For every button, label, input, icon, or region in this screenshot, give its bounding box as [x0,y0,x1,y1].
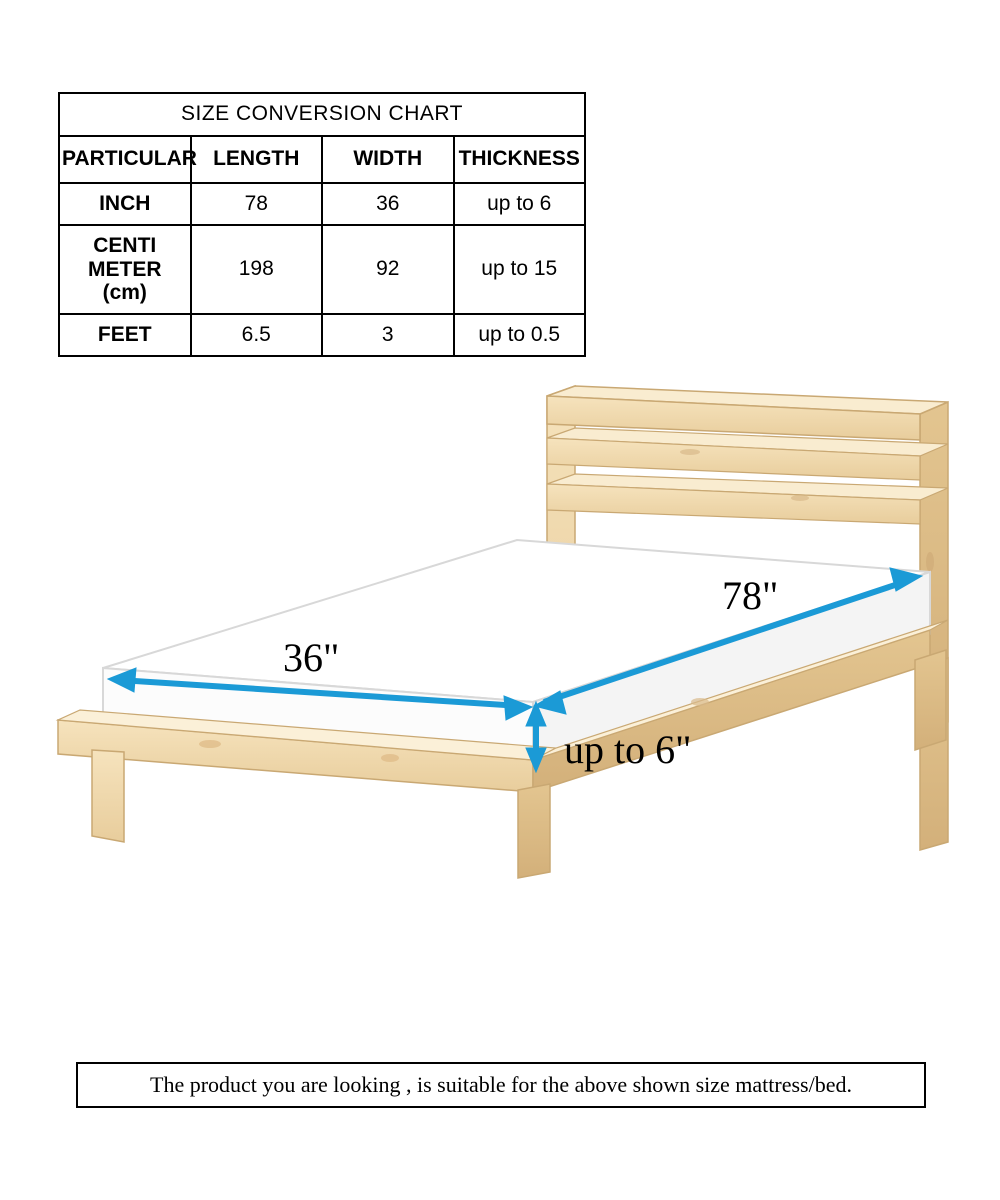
cell-inch-thickness: up to 6 [454,183,586,225]
cell-inch-length: 78 [191,183,323,225]
table-row [59,183,585,225]
table-title: SIZE CONVERSION CHART [59,93,585,136]
row-label-feet: FEET [59,314,191,356]
cell-feet-width: 3 [322,314,454,356]
dimension-label-width: 36" [283,635,340,680]
cell-cm-width: 92 [322,225,454,314]
size-conversion-table [58,92,586,357]
row-label-centimeter-line2: (cm) [102,281,147,305]
footer-note-box [76,1062,926,1108]
table-row [59,314,585,356]
row-label-centimeter [59,225,191,314]
column-header-width: WIDTH [322,136,454,183]
cell-feet-length: 6.5 [191,314,323,356]
dimension-label-thickness: up to 6" [564,727,692,772]
cell-cm-thickness: up to 15 [454,225,586,314]
column-header-length: LENGTH [191,136,323,183]
row-label-centimeter-line1: CENTI METER [88,234,162,281]
cell-cm-length: 198 [191,225,323,314]
table-row [59,225,585,314]
row-label-inch: INCH [59,183,191,225]
bed-illustration [0,372,1000,982]
column-header-particular: PARTICULAR [59,136,191,183]
table-header-row [59,136,585,183]
cell-inch-width: 36 [322,183,454,225]
table-title-row [59,93,585,136]
cell-feet-thickness: up to 0.5 [454,314,586,356]
bed-diagram-svg [0,372,1000,982]
dimension-label-length: 78" [722,573,779,618]
column-header-thickness: THICKNESS [454,136,586,183]
footer-note-text: The product you are looking , is suitable for the above shown size mattress/bed. [150,1072,852,1097]
